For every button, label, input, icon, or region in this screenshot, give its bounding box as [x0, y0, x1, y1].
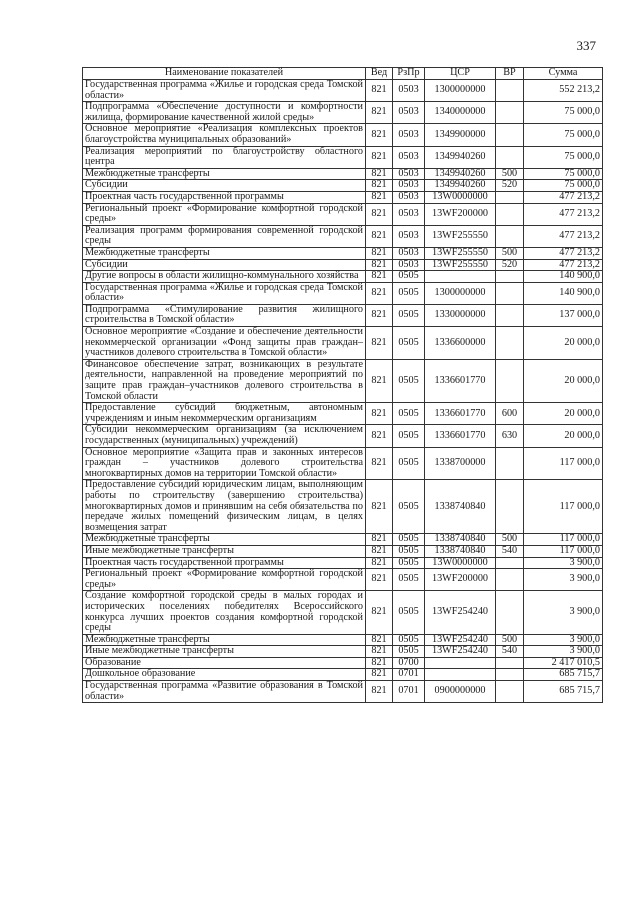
- cell-rzpr: 0505: [393, 534, 425, 546]
- cell-sum: 3 900,0: [524, 591, 603, 634]
- cell-rzpr: 0505: [393, 359, 425, 402]
- cell-rzpr: 0505: [393, 271, 425, 283]
- cell-name: Подпрограмма «Обеспечение доступности и комфортности жилища, формирование качественной жилой среды»: [83, 102, 366, 124]
- cell-csr: 13WF200000: [425, 569, 496, 591]
- cell-csr: 1338740840: [425, 480, 496, 534]
- cell-name: Предоставление субсидий бюджетным, автономным учреждениям и иным некоммерческим организациям: [83, 403, 366, 425]
- table-row: [83, 203, 603, 225]
- table-row: [83, 447, 603, 480]
- table-row: [83, 403, 603, 425]
- cell-csr: 1349900000: [425, 124, 496, 146]
- cell-sum: 552 213,2: [524, 80, 603, 102]
- cell-name: Региональный проект «Формирование комфортной городской среды»: [83, 203, 366, 225]
- cell-csr: 1338700000: [425, 447, 496, 480]
- table-row: [83, 168, 603, 180]
- cell-name: Региональный проект «Формирование комфортной городской среды»: [83, 569, 366, 591]
- cell-sum: 477 213,2: [524, 203, 603, 225]
- cell-vr: [496, 304, 524, 326]
- cell-csr: 1336600000: [425, 327, 496, 360]
- table-row: [83, 327, 603, 360]
- cell-vr: [496, 271, 524, 283]
- cell-csr: 1349940260: [425, 146, 496, 168]
- cell-csr: 1300000000: [425, 80, 496, 102]
- cell-sum: 20 000,0: [524, 359, 603, 402]
- cell-sum: 75 000,0: [524, 180, 603, 192]
- cell-name: Образование: [83, 657, 366, 669]
- cell-rzpr: 0505: [393, 646, 425, 658]
- cell-rzpr: 0503: [393, 124, 425, 146]
- cell-csr: 13WF255550: [425, 247, 496, 259]
- cell-name: Государственная программа «Жилье и городская среда Томской области»: [83, 282, 366, 304]
- cell-name: Реализация мероприятий по благоустройству областного центра: [83, 146, 366, 168]
- table-row: [83, 191, 603, 203]
- cell-name: Субсидии: [83, 180, 366, 192]
- cell-ved: 821: [366, 591, 393, 634]
- cell-ved: 821: [366, 102, 393, 124]
- cell-name: Иные межбюджетные трансферты: [83, 646, 366, 658]
- cell-sum: 117 000,0: [524, 447, 603, 480]
- table-row: [83, 634, 603, 646]
- cell-name: Реализация программ формирования современной городской среды: [83, 225, 366, 247]
- budget-table: [82, 67, 603, 703]
- cell-rzpr: 0701: [393, 681, 425, 703]
- cell-vr: 600: [496, 403, 524, 425]
- cell-vr: [496, 146, 524, 168]
- cell-ved: 821: [366, 657, 393, 669]
- cell-ved: 821: [366, 168, 393, 180]
- cell-name: Субсидии некоммерческим организациям (за исключением государственных (муниципальных) учреждений): [83, 425, 366, 447]
- header-ved: Вед: [366, 68, 393, 80]
- cell-sum: 75 000,0: [524, 146, 603, 168]
- cell-rzpr: 0505: [393, 569, 425, 591]
- cell-ved: 821: [366, 359, 393, 402]
- cell-sum: 117 000,0: [524, 534, 603, 546]
- cell-name: Дошкольное образование: [83, 669, 366, 681]
- cell-rzpr: 0503: [393, 102, 425, 124]
- cell-sum: 117 000,0: [524, 480, 603, 534]
- cell-sum: 20 000,0: [524, 327, 603, 360]
- cell-vr: [496, 447, 524, 480]
- cell-ved: 821: [366, 282, 393, 304]
- cell-name: Финансовое обеспечение затрат, возникающих в результате деятельности, направленной на проведение мероприятий по защите прав граждан–участников долевого строительства в Томской области: [83, 359, 366, 402]
- cell-vr: [496, 124, 524, 146]
- cell-csr: 1336601770: [425, 403, 496, 425]
- cell-rzpr: 0505: [393, 282, 425, 304]
- cell-sum: 3 900,0: [524, 634, 603, 646]
- table-row: [83, 247, 603, 259]
- cell-rzpr: 0505: [393, 545, 425, 557]
- cell-rzpr: 0503: [393, 203, 425, 225]
- cell-name: Основное мероприятие «Защита прав и законных интересов граждан – участников долевого строительства многоквартирных домов на территории Томской области»: [83, 447, 366, 480]
- cell-name: Субсидии: [83, 259, 366, 271]
- cell-rzpr: 0505: [393, 304, 425, 326]
- table-row: [83, 591, 603, 634]
- cell-vr: [496, 102, 524, 124]
- cell-rzpr: 0700: [393, 657, 425, 669]
- table-row: [83, 669, 603, 681]
- cell-rzpr: 0503: [393, 191, 425, 203]
- cell-rzpr: 0503: [393, 247, 425, 259]
- cell-csr: 1300000000: [425, 282, 496, 304]
- cell-vr: [496, 203, 524, 225]
- cell-sum: 2 417 010,5: [524, 657, 603, 669]
- cell-csr: 13WF255550: [425, 225, 496, 247]
- cell-vr: [496, 282, 524, 304]
- cell-name: Создание комфортной городской среды в малых городах и исторических поселениях победителях Всероссийского конкурса лучших проектов создания комфортной городской среды: [83, 591, 366, 634]
- cell-sum: 477 213,2: [524, 259, 603, 271]
- cell-rzpr: 0505: [393, 634, 425, 646]
- cell-sum: 477 213,2: [524, 247, 603, 259]
- cell-ved: 821: [366, 80, 393, 102]
- table-row: [83, 124, 603, 146]
- page-number: 337: [576, 38, 596, 53]
- cell-ved: 821: [366, 327, 393, 360]
- cell-ved: 821: [366, 634, 393, 646]
- cell-name: Государственная программа «Развитие образования в Томской области»: [83, 681, 366, 703]
- table-row: [83, 646, 603, 658]
- cell-name: Проектная часть государственной программы: [83, 557, 366, 569]
- cell-rzpr: 0505: [393, 403, 425, 425]
- cell-vr: 540: [496, 646, 524, 658]
- cell-ved: 821: [366, 271, 393, 283]
- table-row: [83, 259, 603, 271]
- cell-rzpr: 0505: [393, 447, 425, 480]
- table-header: [83, 68, 603, 80]
- cell-csr: 13WF254240: [425, 646, 496, 658]
- cell-vr: [496, 657, 524, 669]
- cell-vr: [496, 669, 524, 681]
- cell-vr: [496, 591, 524, 634]
- table-row: [83, 657, 603, 669]
- cell-csr: 1349940260: [425, 180, 496, 192]
- cell-csr: 1338740840: [425, 545, 496, 557]
- header-rzpr: РзПр: [393, 68, 425, 80]
- cell-ved: 821: [366, 480, 393, 534]
- table-body: [83, 80, 603, 703]
- cell-name: Проектная часть государственной программы: [83, 191, 366, 203]
- cell-ved: 821: [366, 681, 393, 703]
- cell-name: Подпрограмма «Стимулирование развития жилищного строительства в Томской области»: [83, 304, 366, 326]
- cell-csr: 1336601770: [425, 359, 496, 402]
- cell-sum: 140 900,0: [524, 282, 603, 304]
- cell-vr: [496, 681, 524, 703]
- cell-rzpr: 0505: [393, 591, 425, 634]
- cell-sum: 3 900,0: [524, 557, 603, 569]
- cell-ved: 821: [366, 447, 393, 480]
- cell-name: Межбюджетные трансферты: [83, 534, 366, 546]
- header-vr: ВР: [496, 68, 524, 80]
- cell-rzpr: 0505: [393, 327, 425, 360]
- cell-ved: 821: [366, 545, 393, 557]
- cell-rzpr: 0503: [393, 180, 425, 192]
- cell-csr: 13W0000000: [425, 191, 496, 203]
- cell-csr: 1338740840: [425, 534, 496, 546]
- cell-ved: 821: [366, 534, 393, 546]
- cell-sum: 75 000,0: [524, 168, 603, 180]
- cell-sum: 20 000,0: [524, 425, 603, 447]
- table-row: [83, 282, 603, 304]
- cell-ved: 821: [366, 146, 393, 168]
- cell-sum: 75 000,0: [524, 102, 603, 124]
- cell-ved: 821: [366, 247, 393, 259]
- cell-sum: 140 900,0: [524, 271, 603, 283]
- table-row: [83, 557, 603, 569]
- table-row: [83, 359, 603, 402]
- table-row: [83, 681, 603, 703]
- cell-vr: 630: [496, 425, 524, 447]
- cell-csr: 13WF254240: [425, 591, 496, 634]
- cell-sum: 20 000,0: [524, 403, 603, 425]
- table-row: [83, 146, 603, 168]
- cell-vr: 540: [496, 545, 524, 557]
- cell-vr: [496, 359, 524, 402]
- cell-ved: 821: [366, 124, 393, 146]
- cell-ved: 821: [366, 259, 393, 271]
- cell-rzpr: 0503: [393, 80, 425, 102]
- cell-vr: [496, 569, 524, 591]
- cell-name: Межбюджетные трансферты: [83, 634, 366, 646]
- table-row: [83, 425, 603, 447]
- cell-sum: 477 213,2: [524, 225, 603, 247]
- header-sum: Сумма: [524, 68, 603, 80]
- table-row: [83, 80, 603, 102]
- cell-vr: [496, 80, 524, 102]
- header-name: Наименование показателей: [83, 68, 366, 80]
- cell-name: Межбюджетные трансферты: [83, 168, 366, 180]
- cell-sum: 477 213,2: [524, 191, 603, 203]
- table-row: [83, 304, 603, 326]
- table-row: [83, 102, 603, 124]
- cell-sum: 3 900,0: [524, 569, 603, 591]
- cell-csr: [425, 657, 496, 669]
- cell-vr: [496, 557, 524, 569]
- cell-rzpr: 0503: [393, 146, 425, 168]
- cell-ved: 821: [366, 557, 393, 569]
- cell-ved: 821: [366, 569, 393, 591]
- cell-ved: 821: [366, 203, 393, 225]
- cell-vr: [496, 480, 524, 534]
- cell-vr: 500: [496, 247, 524, 259]
- cell-rzpr: 0505: [393, 480, 425, 534]
- cell-name: Основное мероприятие «Создание и обеспечение деятельности некоммерческой организации «Фонд защиты прав граждан–участников долевого строительства в Томской области»: [83, 327, 366, 360]
- cell-ved: 821: [366, 180, 393, 192]
- cell-csr: [425, 669, 496, 681]
- cell-name: Государственная программа «Жилье и городская среда Томской области»: [83, 80, 366, 102]
- cell-ved: 821: [366, 191, 393, 203]
- table-row: [83, 569, 603, 591]
- cell-rzpr: 0503: [393, 168, 425, 180]
- cell-ved: 821: [366, 403, 393, 425]
- table-row: [83, 480, 603, 534]
- cell-ved: 821: [366, 425, 393, 447]
- cell-sum: 685 715,7: [524, 669, 603, 681]
- header-row: [83, 68, 603, 80]
- cell-ved: 821: [366, 646, 393, 658]
- cell-vr: [496, 225, 524, 247]
- header-csr: ЦСР: [425, 68, 496, 80]
- cell-csr: 13WF200000: [425, 203, 496, 225]
- cell-rzpr: 0701: [393, 669, 425, 681]
- table-row: [83, 225, 603, 247]
- cell-rzpr: 0503: [393, 259, 425, 271]
- cell-vr: [496, 327, 524, 360]
- cell-sum: 685 715,7: [524, 681, 603, 703]
- cell-rzpr: 0505: [393, 425, 425, 447]
- table-row: [83, 180, 603, 192]
- cell-sum: 3 900,0: [524, 646, 603, 658]
- cell-csr: 1336601770: [425, 425, 496, 447]
- cell-rzpr: 0505: [393, 557, 425, 569]
- table-row: [83, 271, 603, 283]
- cell-csr: 1330000000: [425, 304, 496, 326]
- cell-vr: 520: [496, 180, 524, 192]
- cell-csr: 1340000000: [425, 102, 496, 124]
- cell-vr: 500: [496, 534, 524, 546]
- cell-ved: 821: [366, 225, 393, 247]
- cell-csr: 13WF255550: [425, 259, 496, 271]
- cell-sum: 137 000,0: [524, 304, 603, 326]
- cell-sum: 75 000,0: [524, 124, 603, 146]
- cell-vr: [496, 191, 524, 203]
- cell-csr: 1349940260: [425, 168, 496, 180]
- table-row: [83, 534, 603, 546]
- cell-ved: 821: [366, 304, 393, 326]
- cell-csr: 13W0000000: [425, 557, 496, 569]
- table-row: [83, 545, 603, 557]
- cell-csr: [425, 271, 496, 283]
- cell-csr: 13WF254240: [425, 634, 496, 646]
- cell-name: Межбюджетные трансферты: [83, 247, 366, 259]
- cell-ved: 821: [366, 669, 393, 681]
- cell-name: Основное мероприятие «Реализация комплексных проектов благоустройства муниципальных образований»: [83, 124, 366, 146]
- cell-name: Иные межбюджетные трансферты: [83, 545, 366, 557]
- cell-vr: 500: [496, 168, 524, 180]
- cell-name: Другие вопросы в области жилищно-коммунального хозяйства: [83, 271, 366, 283]
- cell-vr: 500: [496, 634, 524, 646]
- cell-csr: 0900000000: [425, 681, 496, 703]
- cell-rzpr: 0503: [393, 225, 425, 247]
- cell-vr: 520: [496, 259, 524, 271]
- cell-sum: 117 000,0: [524, 545, 603, 557]
- cell-name: Предоставление субсидий юридическим лицам, выполняющим работы по строительству (завершению строительства) многоквартирных домов и принявшим на себя обязательства по передаче жилых помещений физическим лицам, в целях возмещения затрат: [83, 480, 366, 534]
